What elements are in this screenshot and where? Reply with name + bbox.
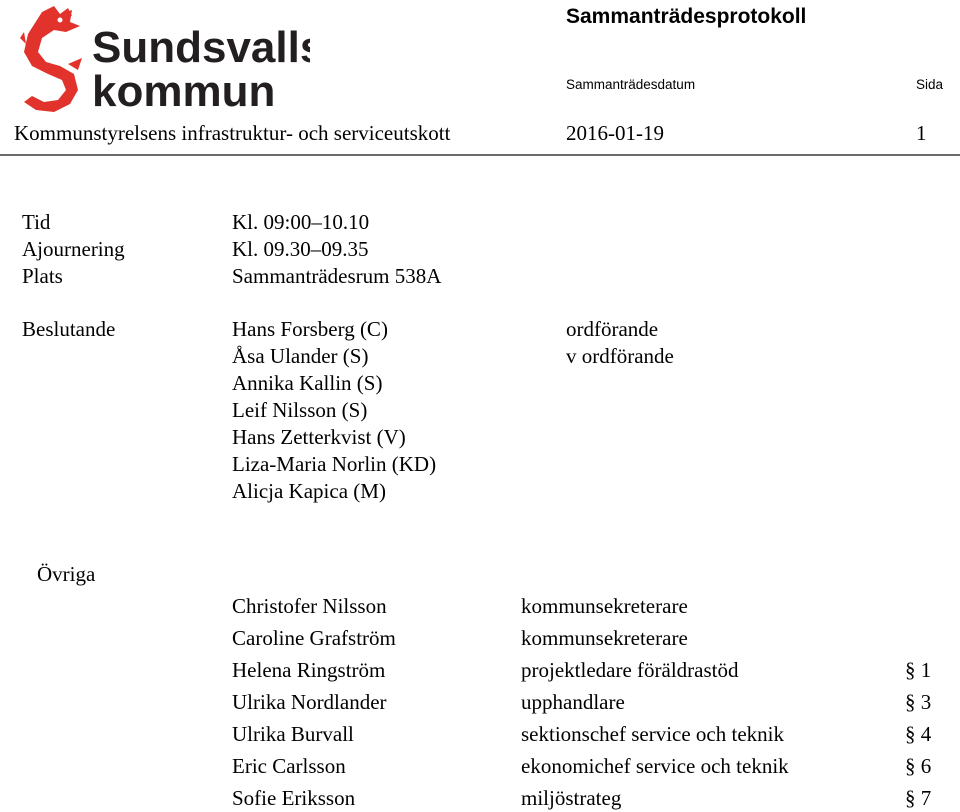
paragraph-reference: § 6 xyxy=(905,754,932,778)
other-person-title: ekonomichef service och teknik xyxy=(521,754,789,778)
adjournment-value: Kl. 09.30–09.35 xyxy=(232,237,369,261)
time-value: Kl. 09:00–10.10 xyxy=(232,210,370,234)
other-person-title: projektledare föräldrastöd xyxy=(521,658,739,682)
others-label: Övriga xyxy=(37,562,96,586)
decision-makers-label: Beslutande xyxy=(22,317,116,341)
meeting-date-label: Sammanträdesdatum xyxy=(566,77,696,92)
member-name: Hans Forsberg (C) xyxy=(232,317,388,341)
other-person-title: miljöstrateg xyxy=(521,786,622,810)
member-role: ordförande xyxy=(566,317,659,341)
meeting-date: 2016-01-19 xyxy=(566,121,664,145)
sundsvalls-kommun-logo xyxy=(20,4,310,116)
other-person-name: Christofer Nilsson xyxy=(232,594,387,618)
header-divider xyxy=(0,154,960,156)
logo-text-line2: kommun xyxy=(92,67,276,116)
other-person-name: Helena Ringström xyxy=(232,658,386,682)
other-person-title: kommunsekreterare xyxy=(521,626,688,650)
location-label: Plats xyxy=(22,264,63,288)
committee-name: Kommunstyrelsens infrastruktur- och serviceutskott xyxy=(14,121,451,145)
other-person-title: sektionschef service och teknik xyxy=(521,722,784,746)
other-person-name: Sofie Eriksson xyxy=(232,786,356,810)
time-label: Tid xyxy=(22,210,51,234)
paragraph-reference: § 7 xyxy=(905,786,932,810)
location-value: Sammanträdesrum 538A xyxy=(232,264,442,288)
logo-text-line1: Sundsvalls xyxy=(92,23,310,72)
page-label: Sida xyxy=(916,77,944,92)
member-role: v ordförande xyxy=(566,344,674,368)
page-number: 1 xyxy=(916,121,927,145)
member-name: Alicja Kapica (M) xyxy=(232,479,386,503)
other-person-name: Ulrika Burvall xyxy=(232,722,354,746)
paragraph-reference: § 1 xyxy=(905,658,932,682)
document-title: Sammanträdesprotokoll xyxy=(566,5,807,28)
member-name: Liza-Maria Norlin (KD) xyxy=(232,452,437,476)
adjournment-label: Ajournering xyxy=(22,237,125,261)
other-person-name: Ulrika Nordlander xyxy=(232,690,387,714)
member-name: Hans Zetterkvist (V) xyxy=(232,425,406,449)
other-person-name: Eric Carlsson xyxy=(232,754,346,778)
other-person-name: Caroline Grafström xyxy=(232,626,396,650)
member-name: Åsa Ulander (S) xyxy=(232,344,369,368)
paragraph-reference: § 4 xyxy=(905,722,932,746)
other-person-title: kommunsekreterare xyxy=(521,594,688,618)
other-person-title: upphandlare xyxy=(521,690,625,714)
dragon-emblem-icon xyxy=(20,4,310,116)
member-name: Leif Nilsson (S) xyxy=(232,398,368,422)
paragraph-reference: § 3 xyxy=(905,690,932,714)
member-name: Annika Kallin (S) xyxy=(232,371,383,395)
